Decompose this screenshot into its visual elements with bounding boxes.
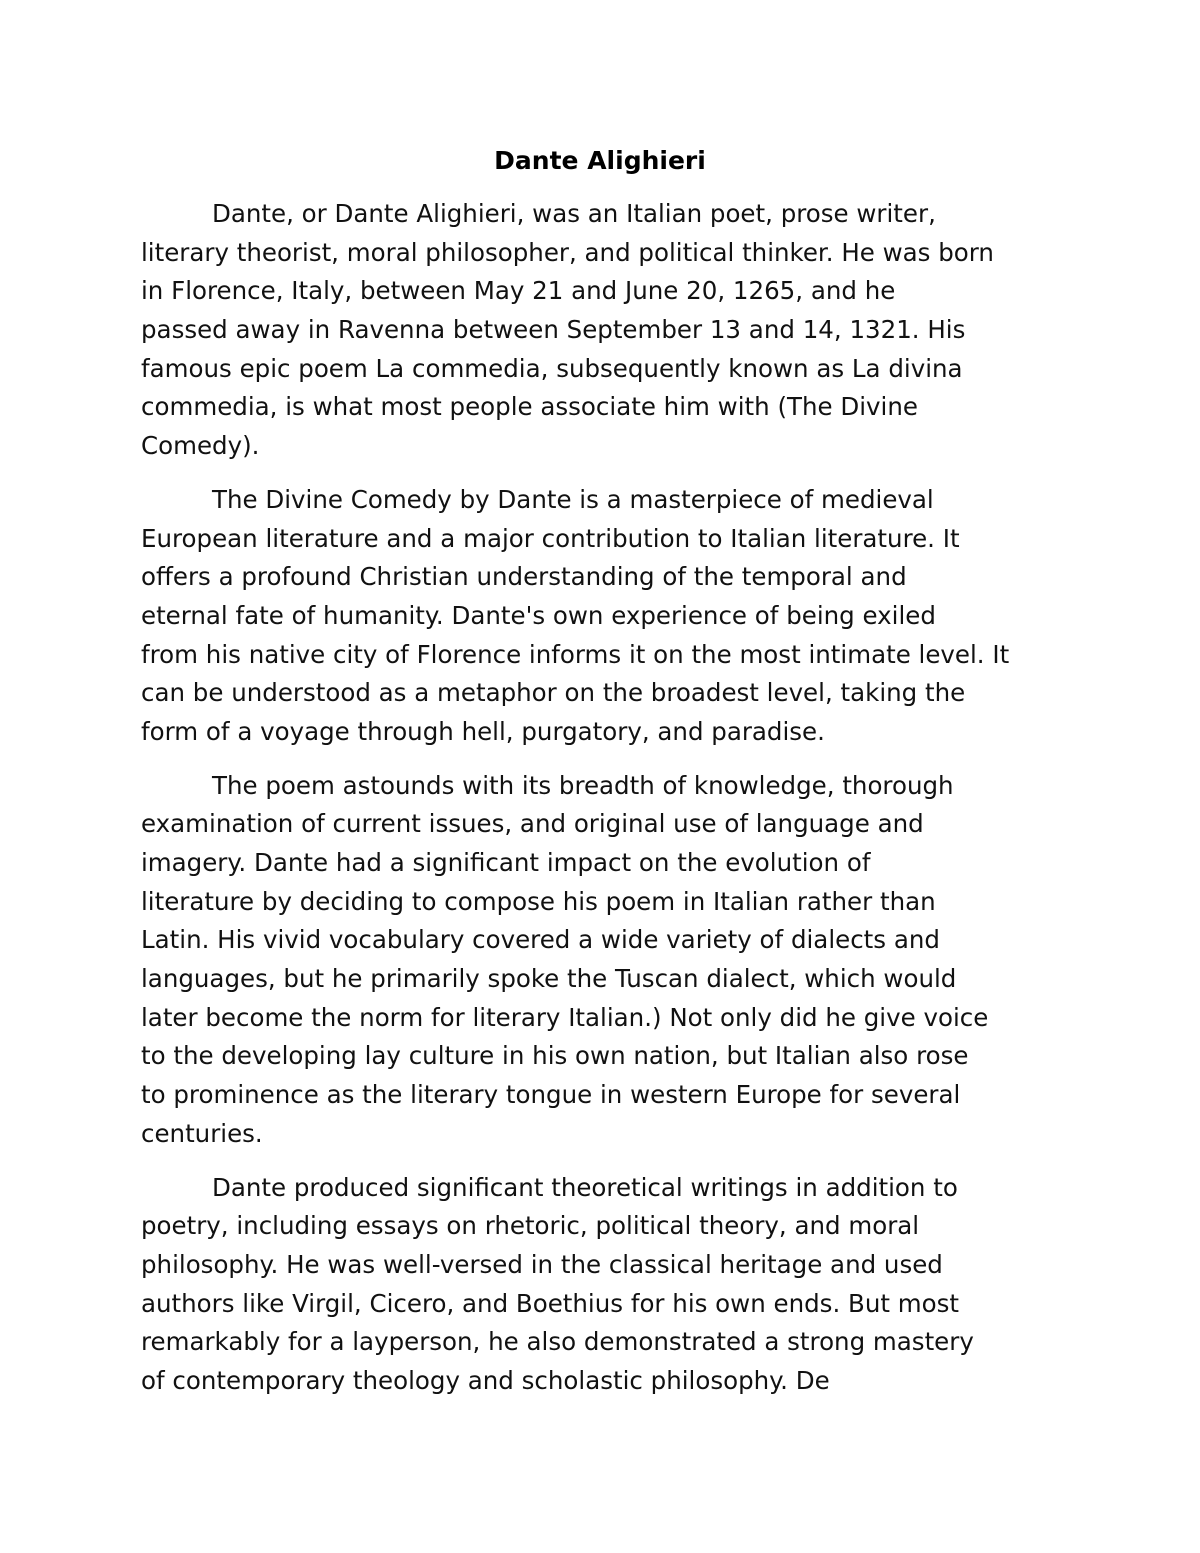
paragraph-spacer	[141, 752, 1071, 767]
paragraph-line: passed away in Ravenna between September 13 and 14, 1321. His	[141, 315, 966, 345]
paragraph-line: languages, but he primarily spoke the Tuscan dialect, which would	[141, 964, 957, 994]
paragraph-line: to the developing lay culture in his own nation, but Italian also rose	[141, 1041, 969, 1071]
paragraph-line: offers a profound Christian understanding of the temporal and	[141, 562, 907, 592]
paragraph-line: Dante, or Dante Alighieri, was an Italian poet, prose writer,	[212, 199, 936, 228]
paragraph-line: from his native city of Florence informs it on the most intimate level. It	[141, 639, 1010, 669]
paragraph-2	[141, 481, 1071, 752]
paragraph-line: famous epic poem La commedia, subsequently known as La divina	[141, 353, 963, 383]
document-title: Dante Alighieri	[494, 146, 706, 175]
paragraph-3	[141, 767, 1071, 1154]
paragraph-line: of contemporary theology and scholastic philosophy. De	[141, 1365, 830, 1395]
paragraph-line: European literature and a major contribution to Italian literature. It	[141, 523, 960, 553]
paragraph-1	[141, 195, 1071, 466]
paragraph-line: centuries.	[141, 1118, 263, 1148]
paragraph-line: commedia, is what most people associate him with (The Divine	[141, 392, 918, 422]
paragraph-line: Dante produced significant theoretical writings in addition to	[212, 1172, 958, 1202]
paragraph-line: imagery. Dante had a significant impact on the evolution of	[141, 848, 871, 877]
paragraph-line: literature by deciding to compose his poem in Italian rather than	[141, 886, 936, 916]
paragraph-line: philosophy. He was well-versed in the classical heritage and used	[141, 1249, 943, 1279]
paragraph-line: Latin. His vivid vocabulary covered a wide variety of dialects and	[141, 925, 940, 955]
paragraph-line: literary theorist, moral philosopher, and political thinker. He was born	[141, 237, 994, 267]
paragraph-line: eternal fate of humanity. Dante's own experience of being exiled	[141, 600, 936, 630]
paragraph-line: authors like Virgil, Cicero, and Boethius for his own ends. But most	[141, 1288, 959, 1318]
paragraph-line: to prominence as the literary tongue in western Europe for several	[141, 1080, 961, 1110]
paragraph-4	[141, 1169, 1071, 1401]
paragraph-line: poetry, including essays on rhetoric, political theory, and moral	[141, 1211, 920, 1241]
paragraph-line: can be understood as a metaphor on the broadest level, taking the	[141, 678, 966, 708]
paragraph-line: The Divine Comedy by Dante is a masterpiece of medieval	[212, 484, 934, 514]
paragraph-line: remarkably for a layperson, he also demonstrated a strong mastery	[141, 1327, 974, 1357]
paragraph-line: The poem astounds with its breadth of knowledge, thorough	[212, 770, 954, 800]
paragraph-line: in Florence, Italy, between May 21 and June 20, 1265, and he	[141, 276, 896, 306]
paragraph-line: examination of current issues, and original use of language and	[141, 809, 924, 839]
paragraph-line: form of a voyage through hell, purgatory, and paradise.	[141, 716, 825, 746]
paragraph-line: Comedy).	[141, 431, 260, 461]
document-body	[141, 195, 1071, 1401]
paragraph-line: later become the norm for literary Italian.) Not only did he give voice	[141, 1002, 989, 1032]
paragraph-spacer	[141, 466, 1071, 481]
paragraph-spacer	[141, 1154, 1071, 1169]
